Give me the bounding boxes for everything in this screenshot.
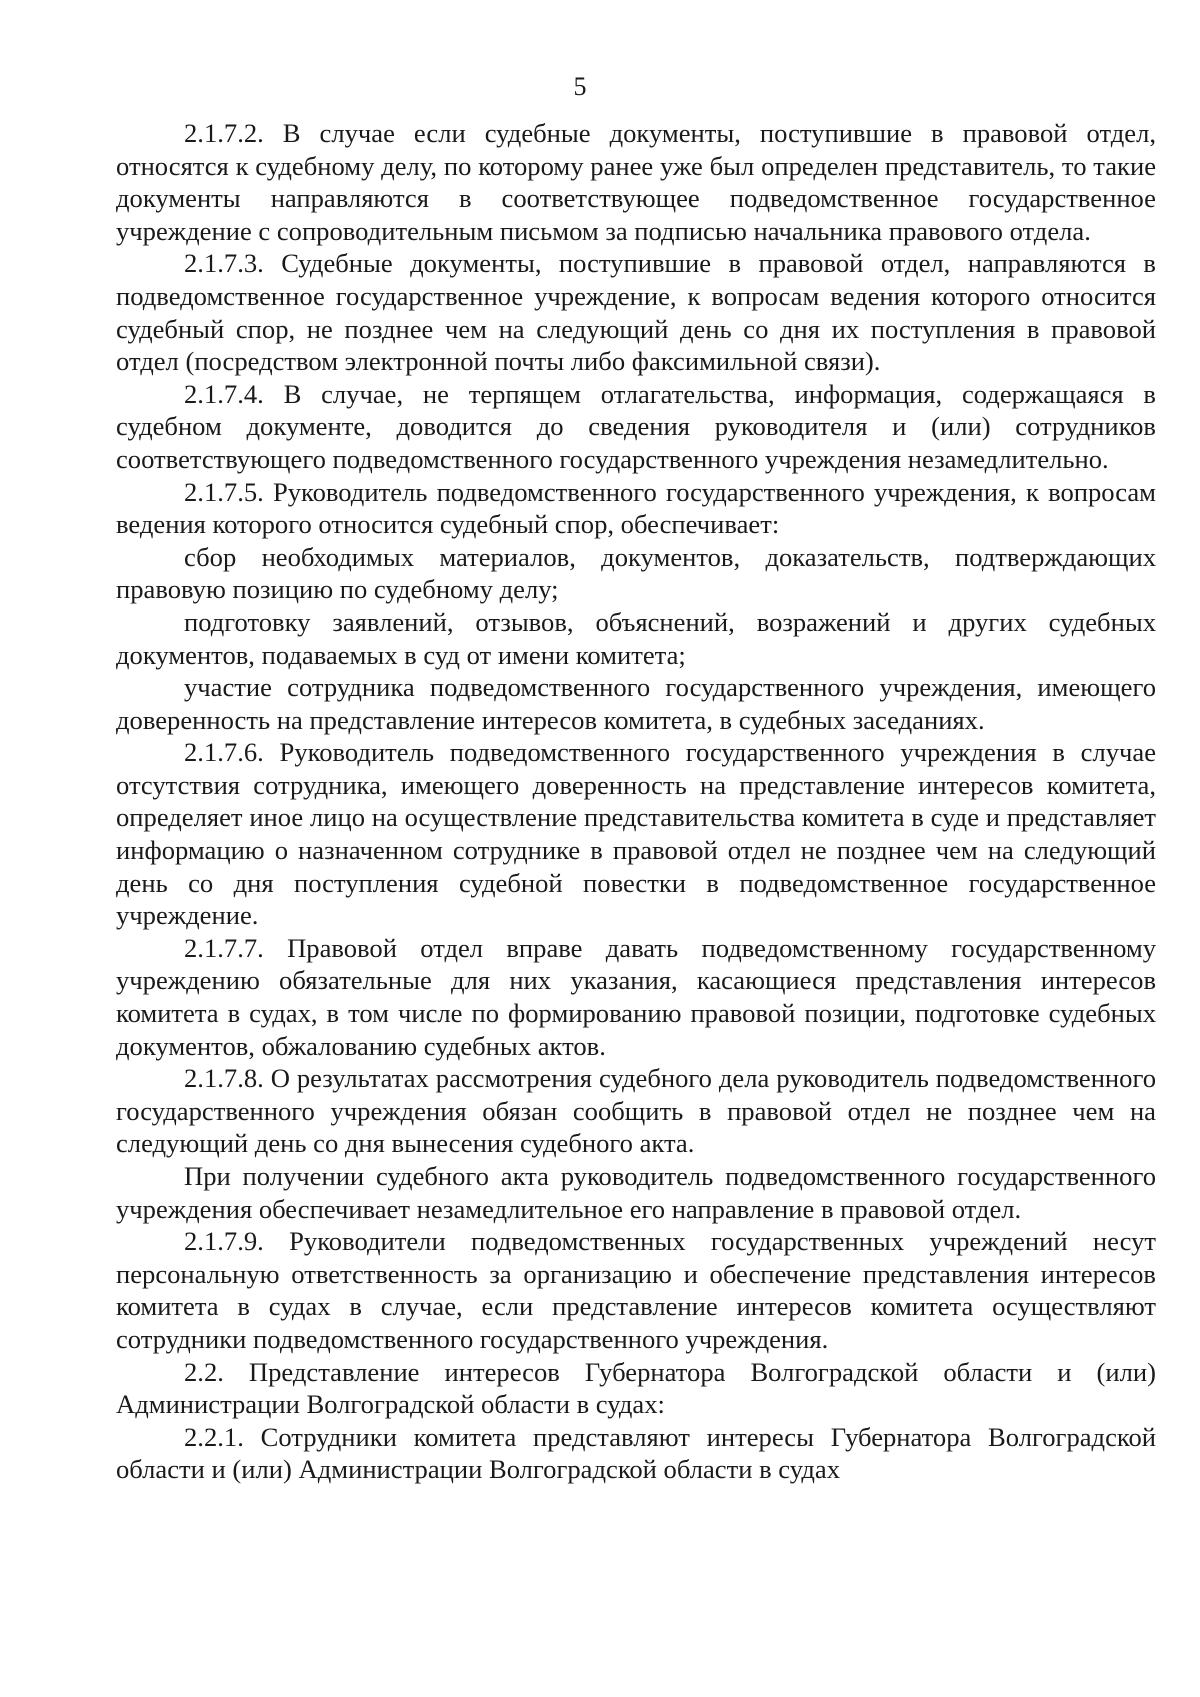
paragraph-list-item-participation: участие сотрудника подведомственного государственного учреждения, имеющего доверенность на представление интересов комитета, в судебных заседаниях. bbox=[116, 672, 1156, 735]
paragraph-2-1-7-8: 2.1.7.8. О результатах рассмотрения судебного дела руководитель подведомственного государственного учреждения обязан сообщить в правовой отдел не позднее чем на следующий день со дня вынесения судебного акта. bbox=[116, 1063, 1156, 1159]
paragraph-2-1-7-8-continued: При получении судебного акта руководитель подведомственного государственного учреждения обеспечивает незамедлительное его направление в правовой отдел. bbox=[116, 1161, 1156, 1224]
paragraph-2-2-1: 2.2.1. Сотрудники комитета представляют интересы Губернатора Волгоградской области и (или) Администрации Волгоградской области в судах bbox=[116, 1421, 1156, 1485]
paragraph-2-2: 2.2. Представление интересов Губернатора Волгоградской области и (или) Администрации Волгоградской области в судах: bbox=[116, 1356, 1156, 1420]
paragraph-2-1-7-5: 2.1.7.5. Руководитель подведомственного государственного учреждения, к вопросам ведения которого относится судебный спор, обеспечивает: bbox=[116, 476, 1156, 540]
document-body bbox=[116, 117, 1156, 1486]
paragraph-2-1-7-2: 2.1.7.2. В случае если судебные документы, поступившие в правовой отдел, относятся к судебному делу, по которому ранее уже был определен представитель, то такие документы направляются в соответствующее подведомственное государственное учреждение с сопроводительным письмом за подписью начальника правового отдела. bbox=[116, 118, 1156, 246]
paragraph-2-1-7-6: 2.1.7.6. Руководитель подведомственного государственного учреждения в случае отсутствия сотрудника, имеющего доверенность на представление интересов комитета, определяет иное лицо на осуществление представительства комитета в суде и представляет информацию о назначенном сотруднике в правовой отдел не позднее чем на следующий день со дня поступления судебной повестки в подведомственное государственное учреждение. bbox=[116, 737, 1156, 931]
paragraph-2-1-7-9: 2.1.7.9. Руководители подведомственных государственных учреждений несут персональную ответственность за организацию и обеспечение представления интересов комитета в судах в случае, если представление интересов комитета осуществляют сотрудники подведомственного государственного учреждения. bbox=[116, 1226, 1156, 1354]
page-number: 5 bbox=[573, 72, 587, 101]
paragraph-2-1-7-7: 2.1.7.7. Правовой отдел вправе давать подведомственному государственному учреждению обязательные для них указания, касающиеся представления интересов комитета в судах, в том числе по формированию правовой позиции, подготовке судебных документов, обжалованию судебных актов. bbox=[116, 932, 1156, 1061]
paragraph-2-1-7-4: 2.1.7.4. В случае, не терпящем отлагательства, информация, содержащаяся в судебном документе, доводится до сведения руководителя и (или) сотрудников соответствующего подведомственного государственного учреждения незамедлительно. bbox=[116, 378, 1156, 474]
paragraph-list-item-preparation: подготовку заявлений, отзывов, объяснений, возражений и других судебных документов, подаваемых в суд от имени комитета; bbox=[116, 606, 1156, 670]
paragraph-2-1-7-3: 2.1.7.3. Судебные документы, поступившие в правовой отдел, направляются в подведомственное государственное учреждение, к вопросам ведения которого относится судебный спор, не позднее чем на следующий день со дня их поступления в правовой отдел (посредством электронной почты либо факсимильной связи). bbox=[116, 248, 1156, 377]
paragraph-list-item-collection: сбор необходимых материалов, документов, доказательств, подтверждающих правовую позицию по судебному делу; bbox=[116, 541, 1156, 605]
